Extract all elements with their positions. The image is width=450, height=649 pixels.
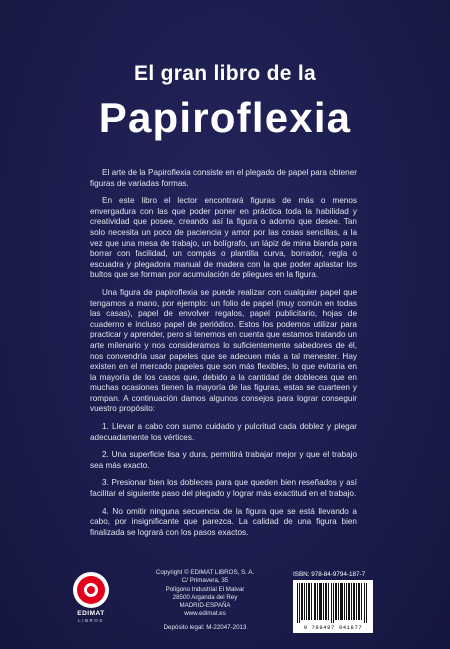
publisher-info xyxy=(120,569,290,619)
tip-item: 4. No omitir ninguna secuencia de la figura que se está llevando a cabo, por insignificante que parezca. La calidad de una figura bien finalizada se logrará con los pasos exactos. xyxy=(90,506,357,537)
paragraph-paper: Una figura de papiroflexia se puede realizar con cualquier papel que tengamos a mano, por ejemplo: un folio de papel (muy común en todas las casas), papel de envolver regalos, papel publicitario, hojas de cuaderno e incluso papel de periódico. Estos los podemos utilizar para practicar y aprender, pero si tenemos en cuenta que estamos tratando un arte milenario y nos consideramos lo suficientemente sabedores de él, nos convendría usar papeles que se adecuen más a tal menester. Hay existen en el mercado papeles que son más flexibles, lo que evitaría en la mayoría de los casos que, debido a la cantidad de dobleces que en muchas ocasiones tienen la mayoría de las figuras, estas se cuarteen y rompan. A continuación damos algunos consejos para lograr conseguir vuestro propósito: xyxy=(90,287,357,414)
publisher-line: C/ Primavera, 35 xyxy=(181,577,229,585)
publisher-line: Polígono Industrial El Malvar xyxy=(165,585,245,593)
book-title-line2: Papiroflexia xyxy=(98,94,352,141)
publisher-line: www.edimat.es xyxy=(184,610,226,618)
edimat-logo-icon xyxy=(73,572,109,608)
back-cover-text xyxy=(90,168,357,545)
book-title-line1: El gran libro de la xyxy=(134,62,316,85)
isbn-label: ISBN: 978-84-9794-187-7 xyxy=(293,571,366,578)
paragraph-materials: En este libro el lector encontrará figuras de más o menos envergadura con las que poder poner en práctica toda la habilidad y creatividad que posee, creando así la figura o adorno que desee. Tan solo necesita un poco de paciencia y amor por las cosas sencillas, a la vez que una mesa de trabajo, un bolígrafo, un lápiz de mina blanda para borrar con facilidad, un compás o plantilla curva, borrador, regla o escuadra y plegadora manual de madera con la que poder aplastar los bultos que se forman por acumulación de pliegues en la figura. xyxy=(90,196,357,280)
logo-text: EDIMAT xyxy=(77,610,105,617)
barcode xyxy=(293,580,373,633)
paragraph-intro: El arte de la Papiroflexia consiste en el plegado de papel para obtener figuras de variadas formas. xyxy=(90,168,357,188)
publisher-line: MADRID-ESPAÑA xyxy=(179,602,231,610)
logo-subtext: LIBROS xyxy=(78,618,104,623)
publisher-line: Copyright © EDIMAT LIBROS, S. A. xyxy=(155,569,255,576)
tip-item: 3. Presionar bien los dobleces para que queden bien reseñados y así facilitar el siguiente paso del plegado y lograr más exactitud en el trabajo. xyxy=(90,478,357,499)
barcode-icon xyxy=(297,583,369,623)
tip-item: 1. Llevar a cabo con sumo cuidado y pulcritud cada doblez y plegar adecuadamente los vértices. xyxy=(90,422,357,442)
publisher-line: 28500 Arganda del Rey xyxy=(172,593,238,601)
barcode-number: 9 788497 941877 xyxy=(303,624,363,631)
tip-item: 2. Una superficie lisa y dura, permitirá trabajar mejor y que el trabajo sea más exacto. xyxy=(90,450,357,470)
deposito-legal: Depósito legal: M-22047-2013 xyxy=(163,624,247,631)
